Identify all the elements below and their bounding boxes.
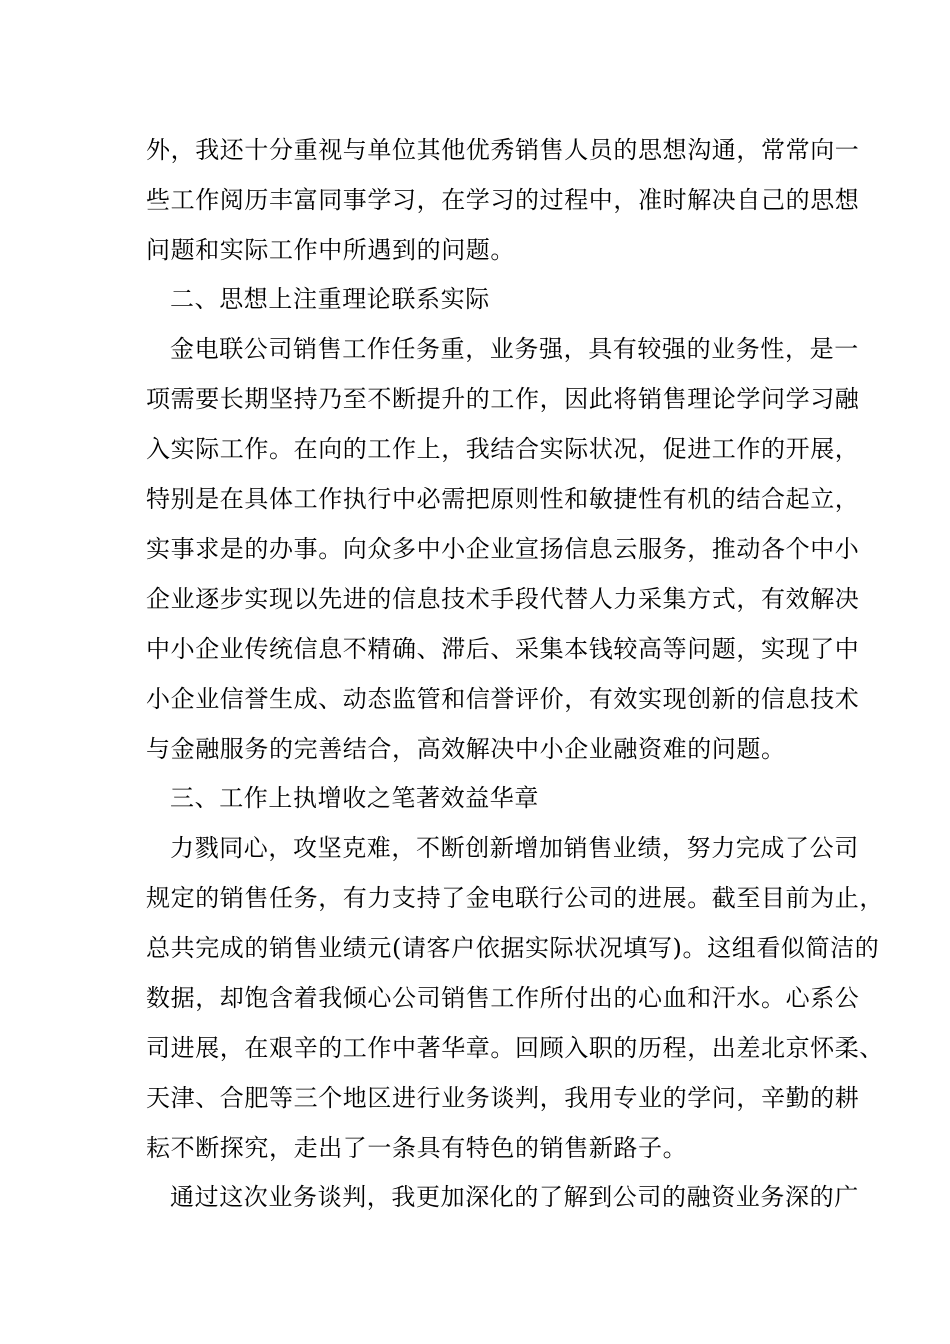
paragraph-line: 与金融服务的完善结合，高效解决中小企业融资难的问题。: [146, 735, 786, 763]
paragraph-line: 数据，却饱含着我倾心公司销售工作所付出的心血和汗水。心系公: [146, 984, 860, 1012]
paragraph-line: 企业逐步实现以先进的信息技术手段代替人力采集方式，有效解决: [146, 585, 860, 613]
paragraph-line: 通过这次业务谈判，我更加深化的了解到公司的融资业务深的广: [170, 1183, 859, 1211]
paragraph-line: 特别是在具体工作执行中必需把原则性和敏捷性有机的结合起立，: [146, 485, 860, 513]
paragraph-line: 规定的销售任务，有力支持了金电联行公司的进展。截至目前为止，: [146, 884, 884, 912]
paragraph-line: 问题和实际工作中所遇到的问题。: [146, 236, 515, 264]
section-heading-3: 三、工作上执增收之笔著效益华章: [170, 784, 539, 812]
paragraph-line: 中小企业传统信息不精确、滞后、采集本钱较高等问题，实现了中: [146, 635, 860, 663]
paragraph-line: 入实际工作。在向的工作上，我结合实际状况，促进工作的开展，: [146, 435, 860, 463]
paragraph-line: 金电联公司销售工作任务重，业务强，具有较强的业务性，是一: [170, 335, 859, 363]
paragraph-line: 耘不断探究，走出了一条具有特色的销售新路子。: [146, 1134, 688, 1162]
paragraph-line: 项需要长期坚持乃至不断提升的工作，因此将销售理论学问学习融: [146, 385, 860, 413]
paragraph-line: 力戮同心，攻坚克难，不断创新增加销售业绩，努力完成了公司: [170, 834, 859, 862]
paragraph-line: 司进展，在艰辛的工作中著华章。回顾入职的历程，出差北京怀柔、: [146, 1034, 884, 1062]
section-heading-2: 二、思想上注重理论联系实际: [170, 285, 490, 313]
paragraph-line: 天津、合肥等三个地区进行业务谈判，我用专业的学问，辛勤的耕: [146, 1084, 860, 1112]
paragraph-line: 些工作阅历丰富同事学习，在学习的过程中，准时解决自己的思想: [146, 186, 860, 214]
paragraph-line: 总共完成的销售业绩元(请客户依据实际状况填写)。这组看似简洁的: [146, 934, 880, 962]
paragraph-line: 小企业信誉生成、动态监管和信誉评价，有效实现创新的信息技术: [146, 685, 860, 713]
paragraph-line: 外，我还十分重视与单位其他优秀销售人员的思想沟通，常常向一: [146, 136, 860, 164]
paragraph-line: 实事求是的办事。向众多中小企业宣扬信息云服务，推动各个中小: [146, 535, 860, 563]
